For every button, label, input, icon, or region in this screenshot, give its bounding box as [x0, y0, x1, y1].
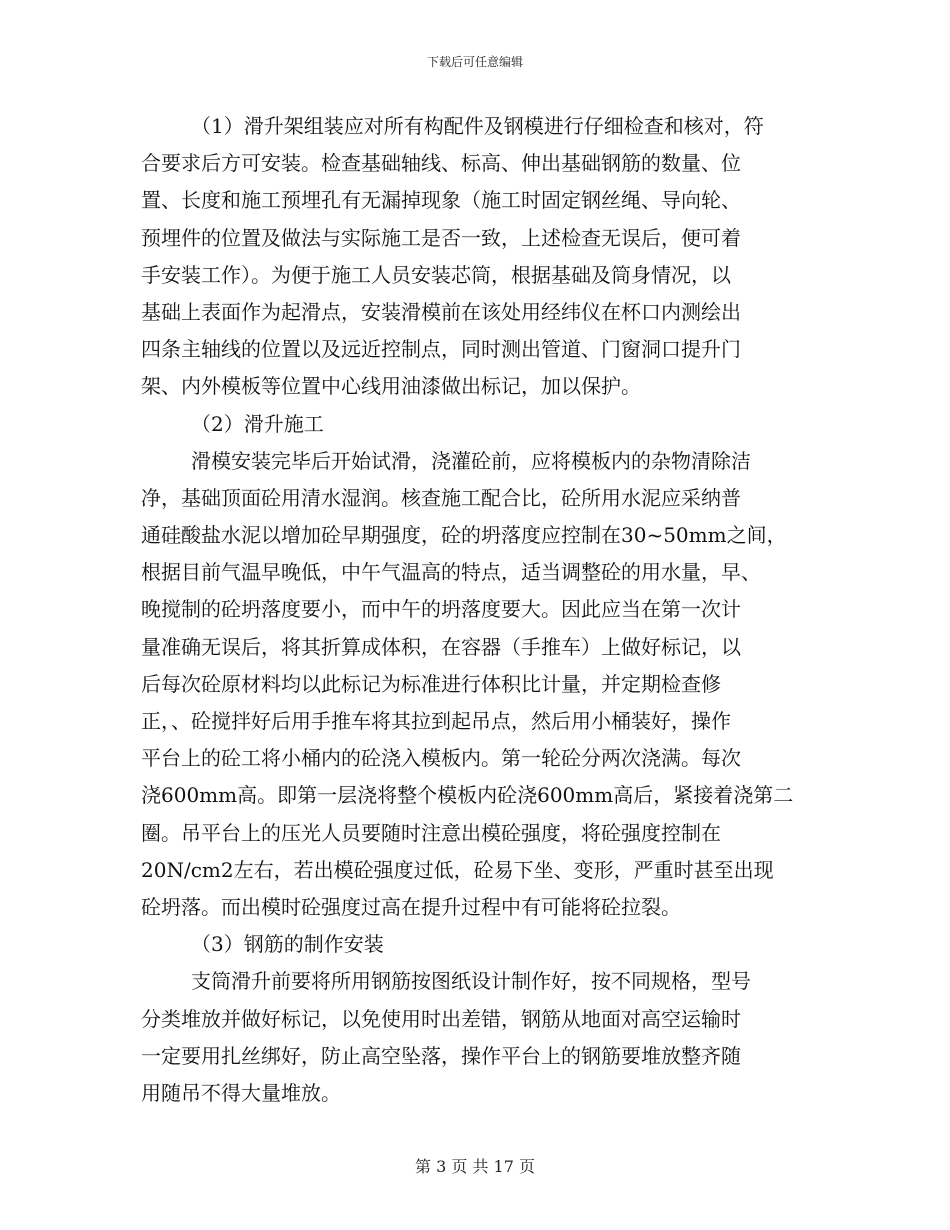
text-line: 浇600mm高。即第一层浇将整个模板内砼浇600mm高后，紧接着浇第二 [141, 783, 794, 808]
text-line: 通硅酸盐水泥以增加砼早期强度，砼的坍落度应控制在30~50mm之间， [141, 523, 787, 548]
text-line: （1）滑升架组装应对所有构配件及钢模进行仔细检查和核对，符 [191, 114, 764, 138]
text-line: 手安装工作）。为便于施工人员安装芯筒，根据基础及筒身情况，以 [141, 262, 731, 287]
text-line: 合要求后方可安装。检查基础轴线、标高、伸出基础钢筋的数量、位 [141, 151, 741, 176]
text-line: 一定要用扎丝绑好，防止高空坠落，操作平台上的钢筋要堆放整齐随 [141, 1043, 741, 1068]
text-line: 砼坍落。而出模时砼强度过高在提升过程中有可能将砼拉裂。 [141, 894, 681, 919]
text-line: 正，、砼搅拌好后用手推车将其拉到起吊点，然后用小桶装好，操作 [141, 709, 731, 733]
text-line: 晚搅制的砼坍落度要小，而中午的坍落度要大。因此应当在第一次计 [141, 597, 741, 622]
text-line: 架、内外模板等位置中心线用油漆做出标记，加以保护。 [141, 374, 641, 399]
text-line: 分类堆放并做好标记，以免使用时出差错，钢筋从地面对高空运输时 [141, 1006, 741, 1031]
text-line: 后每次砼原材料均以此标记为标准进行体积比计量，并定期检查修 [141, 671, 721, 696]
text-line: 量准确无误后，将其折算成体积，在容器（手推车）上做好标记，以 [141, 634, 741, 659]
text-line: 支筒滑升前要将所用钢筋按图纸设计制作好，按不同规格，型号 [191, 969, 751, 994]
text-line: 用随吊不得大量堆放。 [141, 1080, 341, 1105]
text-line: 20N/cm2左右，若出模砼强度过低，砼易下坐、变形，严重时甚至出现 [141, 857, 774, 882]
text-line: 基础上表面作为起滑点，安装滑模前在该处用经纬仪在杯口内测绘出 [141, 299, 741, 324]
page-footer: 第 3 页 共 17 页 [415, 1157, 535, 1176]
page-header: 下载后可任意编辑 [426, 55, 523, 69]
text-line: 预埋件的位置及做法与实际施工是否一致，上述检查无误后，便可着 [141, 225, 741, 250]
text-line: 滑模安装完毕后开始试滑，浇灌砼前，应将模板内的杂物清除洁 [191, 448, 751, 473]
document-body [141, 108, 811, 1112]
section-heading: （2）滑升施工 [191, 411, 324, 436]
text-line: 置、长度和施工预埋孔有无漏掉现象（施工时固定钢丝绳、导向轮、 [141, 188, 741, 213]
text-line: 四条主轴线的位置以及远近控制点，同时测出管道、门窗洞口提升门 [141, 337, 741, 362]
text-line: 平台上的砼工将小桶内的砼浇入模板内。第一轮砼分两次浇满。每次 [141, 746, 741, 771]
text-line: 圈。吊平台上的压光人员要随时注意出模砼强度，将砼强度控制在 [141, 820, 721, 845]
text-line: 根据目前气温早晚低，中午气温高的特点，适当调整砼的用水量，早、 [141, 560, 761, 585]
section-heading: （3）钢筋的制作安装 [191, 932, 384, 957]
text-line: 净，基础顶面砼用清水湿润。核查施工配合比，砼所用水泥应采纳普 [141, 485, 741, 510]
